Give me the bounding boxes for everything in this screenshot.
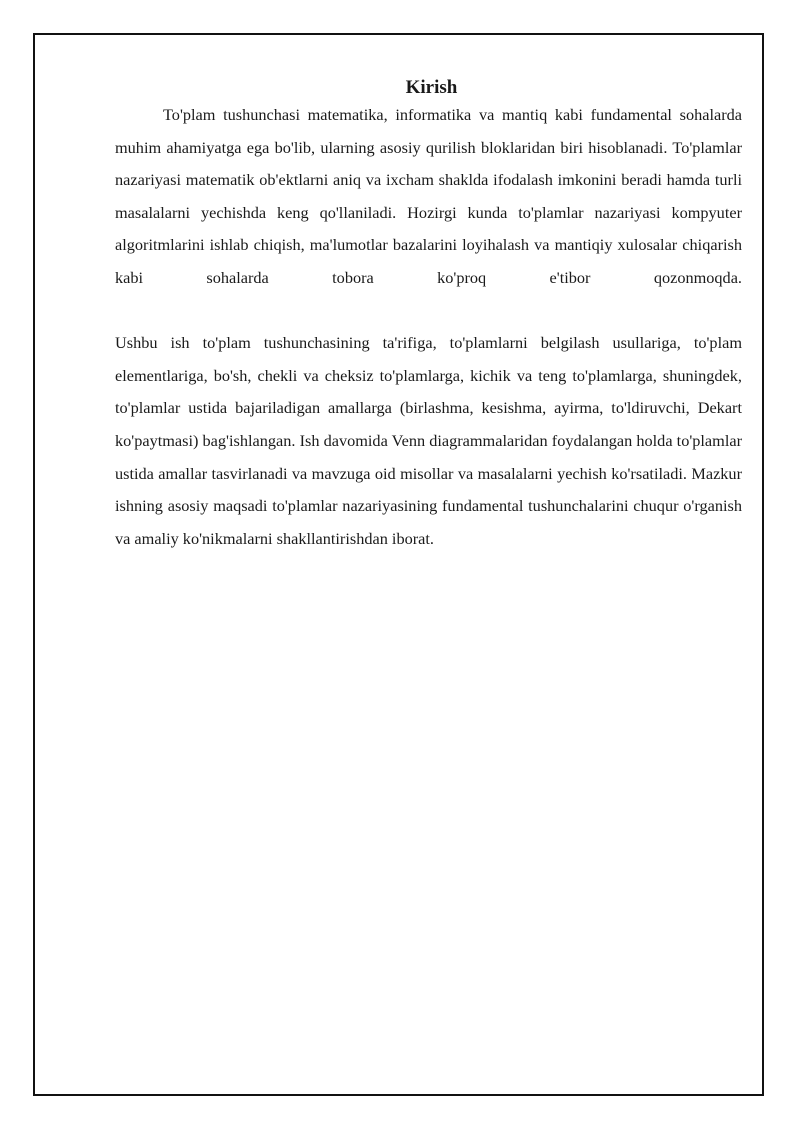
document-body [115, 74, 742, 555]
intro-paragraph-2: Ushbu ish to'plam tushunchasining ta'rifiga, to'plamlarni belgilash usullariga, to'plam elementlariga, bo'sh, chekli va cheksiz to'plamlarga, kichik va teng to'plamlarga, shuningdek, to'plamlar ustida bajariladigan amallarga (birlashma, kesishma, ayirma, to'ldiruvchi, Dekart ko'paytmasi) bag'ishlangan. Ish davomida Venn diagrammalaridan foydalangan holda to'plamlar ustida amallar tasvirlanadi va mavzuga oid misollar va masalalarni yechish ko'rsatiladi. Mazkur ishning asosiy maqsadi to'plamlar nazariyasining fundamental tushunchalarini chuqur o'rganish va amaliy ko'nikmalarni shakllantirishdan iborat. [115, 333, 742, 548]
intro-paragraph-1: To'plam tushunchasi matematika, informatika va mantiq kabi fundamental sohalarda muhim ahamiyatga ega bo'lib, ularning asosiy qurilish bloklaridan biri hisoblanadi. To'plamlar nazariyasi matematik ob'ektlarni aniq va ixcham shaklda ifodalash imkonini beradi hamda turli masalalarni yechishda keng qo'llaniladi. Hozirgi kunda to'plamlar nazariyasi kompyuter algoritmlarini ishlab chiqish, ma'lumotlar bazalarini loyihalash va mantiqiy xulosalar chiqarish kabi sohalarda tobora ko'proq e'tibor qozonmoqda. [115, 105, 742, 287]
document-title: Kirish [405, 77, 458, 98]
